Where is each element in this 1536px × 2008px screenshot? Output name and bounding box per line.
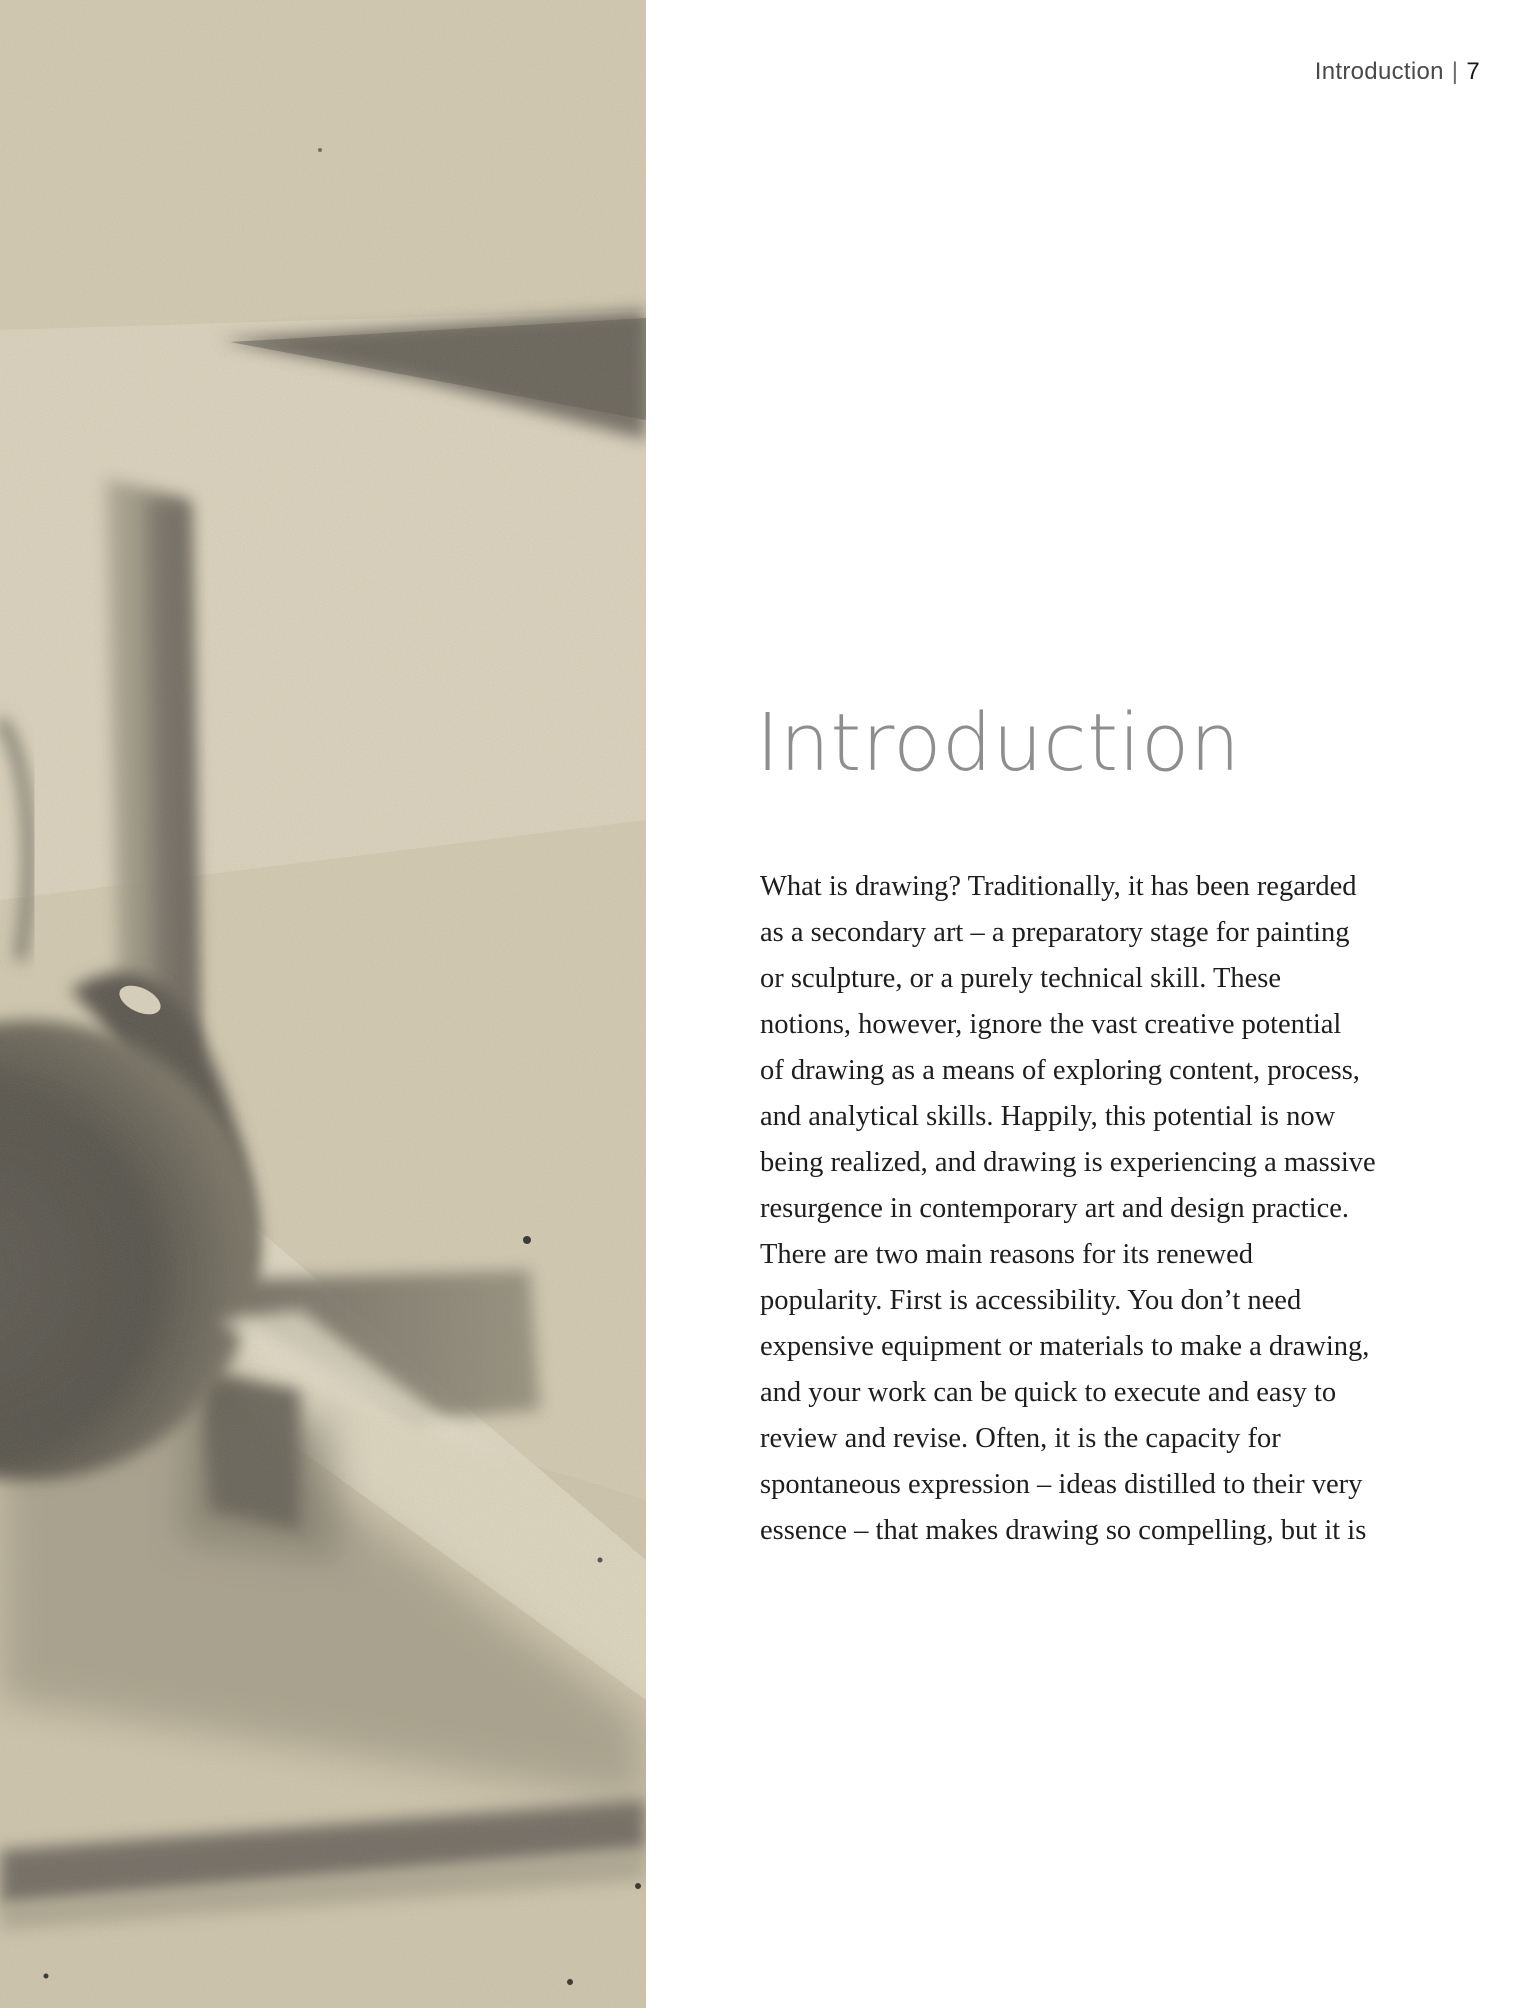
body-paragraph	[760, 864, 1480, 1554]
body-line: There are two main reasons for its renewed	[760, 1239, 1254, 1270]
body-line: essence – that makes drawing so compelling, but it is	[760, 1515, 1367, 1546]
body-line: and analytical skills. Happily, this potential is now	[760, 1101, 1336, 1132]
body-line: review and revise. Often, it is the capacity for	[760, 1423, 1281, 1454]
body-line: What is drawing? Traditionally, it has been regarded	[760, 871, 1357, 902]
charcoal-drawing-illustration	[0, 0, 646, 2008]
illustration-panel	[0, 0, 646, 2008]
body-line: notions, however, ignore the vast creative potential	[760, 1009, 1342, 1040]
page-number: 7	[1466, 58, 1480, 85]
body-line: of drawing as a means of exploring content, process,	[760, 1055, 1360, 1086]
body-line: popularity. First is accessibility. You don’t need	[760, 1285, 1302, 1316]
body-line: or sculpture, or a purely technical skill. These	[760, 963, 1282, 994]
body-line: expensive equipment or materials to make a drawing,	[760, 1331, 1370, 1362]
running-head-separator: |	[1451, 58, 1459, 85]
body-line: and your work can be quick to execute and easy to	[760, 1377, 1337, 1408]
running-head-section: Introduction	[1314, 58, 1444, 85]
body-line: resurgence in contemporary art and design practice.	[760, 1193, 1350, 1224]
body-line: being realized, and drawing is experiencing a massive	[760, 1147, 1376, 1178]
running-head	[1315, 58, 1480, 86]
body-line: as a secondary art – a preparatory stage for painting	[760, 917, 1350, 948]
body-line: spontaneous expression – ideas distilled to their very	[760, 1469, 1363, 1500]
chapter-title: Introduction	[756, 697, 1241, 789]
